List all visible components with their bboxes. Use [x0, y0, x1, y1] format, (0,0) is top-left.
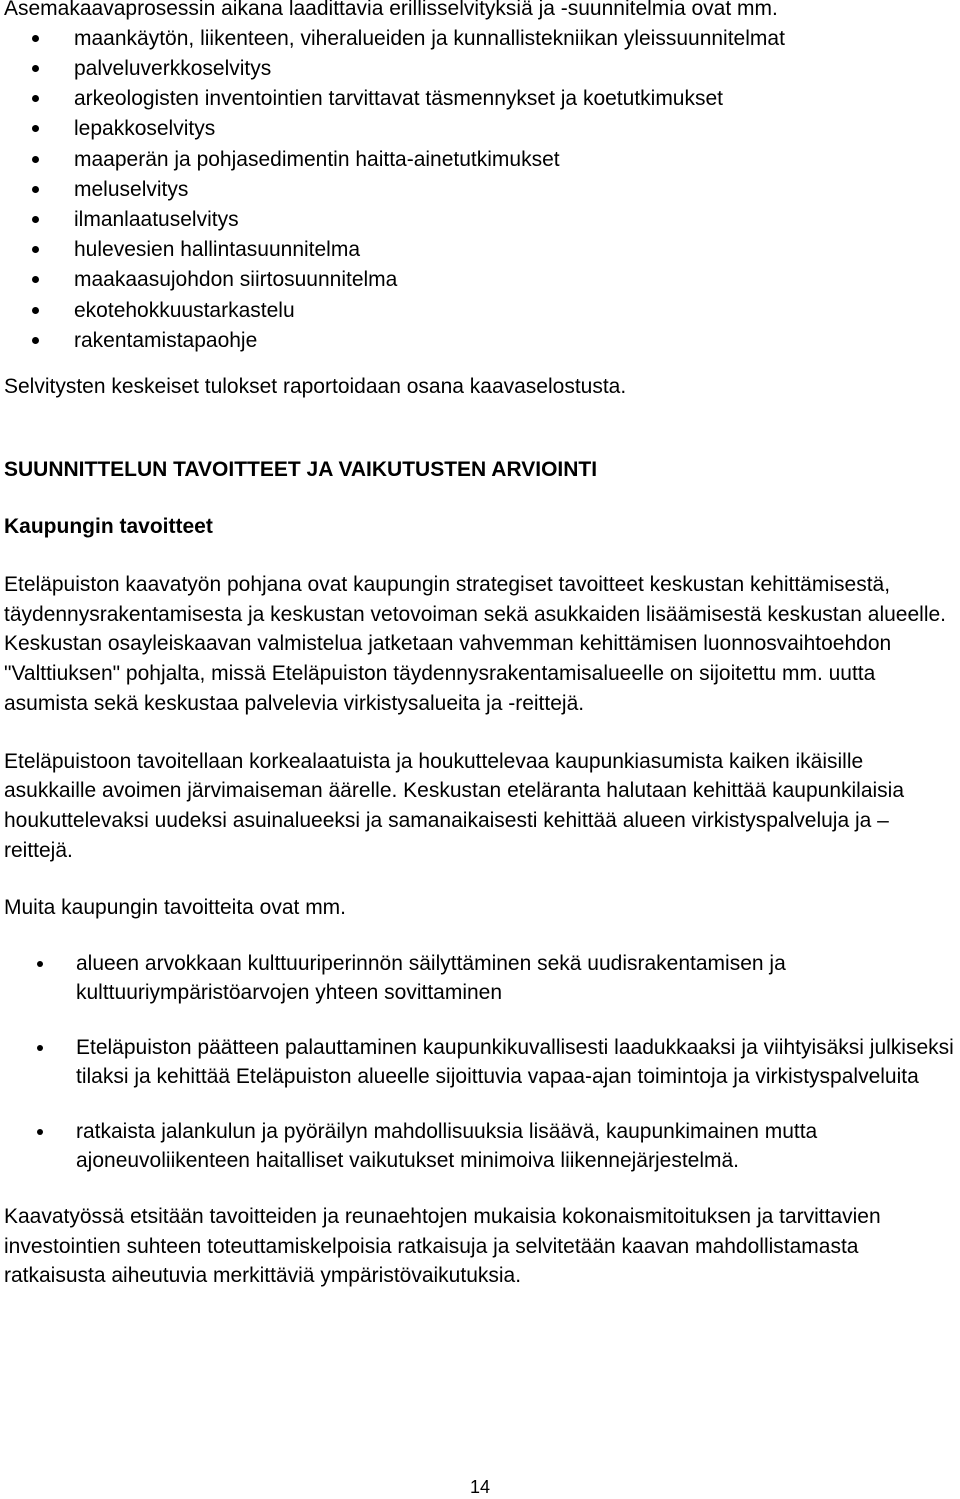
list-item	[4, 114, 956, 144]
bullet-icon	[32, 35, 39, 42]
paragraph: Kaavatyössä etsitään tavoitteiden ja reunaehtojen mukaisia kokonaismitoituksen ja tarvittavien investointien suhteen toteuttamiskelpoisia ratkaisuja ja selvitetään kaavan mahdollistamasta ratkaisusta aiheutuvia merkittäviä ympäristövaikutuksia.	[4, 1205, 881, 1288]
document-page	[4, 0, 956, 1291]
bullet-icon	[32, 65, 39, 72]
list-item-text: lepakkoselvitys	[74, 117, 216, 141]
list-item	[4, 24, 956, 54]
bullet-icon	[37, 1129, 43, 1135]
list-item-text: maaperän ja pohjasedimentin haitta-ainetutkimukset	[74, 147, 560, 171]
list-item-text: meluselvitys	[74, 177, 189, 201]
list-item-text: alueen arvokkaan kulttuuriperinnön säilyttäminen sekä uudisrakentamisen ja kulttuuriympäristöarvojen yhteen sovittaminen	[76, 952, 786, 1004]
paragraph: Eteläpuistoon tavoitellaan korkealaatuista ja houkuttelevaa kaupunkiasumista kaiken ikäisille asukkaille avoimen järvimaiseman äärelle. Keskustan eteläranta halutaan kehittää kaupunkilaisia houkuttelevaksi uudeksi asuinalueeksi ja samanaikaisesti kehittää alueen virkistyspalveluja ja –reittejä.	[4, 749, 905, 862]
bullet-icon	[32, 186, 39, 193]
list-item	[4, 296, 956, 326]
studies-list	[4, 24, 956, 356]
list-item-text: hulevesien hallintasuunnitelma	[74, 238, 361, 262]
list-item-text: maakaasujohdon siirtosuunnitelma	[74, 268, 398, 292]
summary-text: Selvitysten keskeiset tulokset raportoidaan osana kaavaselostusta.	[4, 374, 627, 398]
page-number: 14	[469, 1477, 491, 1497]
bullet-icon	[37, 961, 43, 967]
list-item	[4, 145, 956, 175]
list-item	[4, 205, 956, 235]
list-item	[4, 54, 956, 84]
intro-text: Asemakaavaprosessin aikana laadittavia erillisselvityksiä ja -suunnitelmia ovat mm.	[4, 0, 778, 20]
bullet-icon	[32, 246, 39, 253]
list-item-text: Eteläpuiston päätteen palauttaminen kaupunkikuvallisesti laadukkaaksi ja viihtyisäksi julkiseksi tilaksi ja kehittää Eteläpuiston alueelle sijoittuvia vapaa-ajan toimintoja ja virkistyspalveluita	[76, 1036, 954, 1088]
list-item-text: rakentamistapaohje	[74, 328, 258, 352]
bullet-icon	[32, 125, 39, 132]
list-item	[4, 265, 956, 295]
list-item-text: ekotehokkuustarkastelu	[74, 298, 295, 322]
list-item	[4, 235, 956, 265]
list-item-text: palveluverkkoselvitys	[74, 56, 272, 80]
list-item	[4, 1034, 956, 1091]
bullet-icon	[37, 1045, 43, 1051]
list-item	[4, 1118, 956, 1175]
section-heading: SUUNNITTELUN TAVOITTEET JA VAIKUTUSTEN ARVIOINTI	[4, 457, 598, 481]
bullet-icon	[32, 156, 39, 163]
bullet-icon	[32, 95, 39, 102]
list-item	[4, 175, 956, 205]
bullet-icon	[32, 307, 39, 314]
bullet-icon	[32, 276, 39, 283]
list-item	[4, 326, 956, 356]
list-item-text: ratkaista jalankulun ja pyöräilyn mahdollisuuksia lisäävä, kaupunkimainen mutta ajoneuvoliikenteen haitalliset vaikutukset minimoiva liikennejärjestelmä.	[76, 1120, 818, 1172]
list-item-text: ilmanlaatuselvitys	[74, 207, 239, 231]
bullet-icon	[32, 337, 39, 344]
paragraph: Eteläpuiston kaavatyön pohjana ovat kaupungin strategiset tavoitteet keskustan kehittämisestä, täydennysrakentamisesta ja keskustan vetovoiman sekä asukkaiden lisäämisestä keskustan alueelle. Keskustan osayleiskaavan valmistelua jatketaan vahvemman kehittämisen luonnosvaihtoehdon "Valttiuksen" pohjalta, missä Eteläpuiston täydennysrakentamisalueelle on sijoitettu mm. uutta asumista sekä keskustaa palvelevia virkistysalueita ja -reittejä.	[4, 573, 947, 715]
paragraph: Muita kaupungin tavoitteita ovat mm.	[4, 896, 347, 920]
bullet-icon	[32, 216, 39, 223]
list-item-text: maankäytön, liikenteen, viheralueiden ja kunnallistekniikan yleissuunnitelmat	[74, 26, 785, 50]
list-item-text: arkeologisten inventointien tarvittavat täsmennykset ja koetutkimukset	[74, 87, 724, 111]
goals-list	[4, 950, 956, 1175]
list-item	[4, 84, 956, 114]
subsection-heading: Kaupungin tavoitteet	[4, 515, 213, 539]
list-item	[4, 950, 956, 1007]
